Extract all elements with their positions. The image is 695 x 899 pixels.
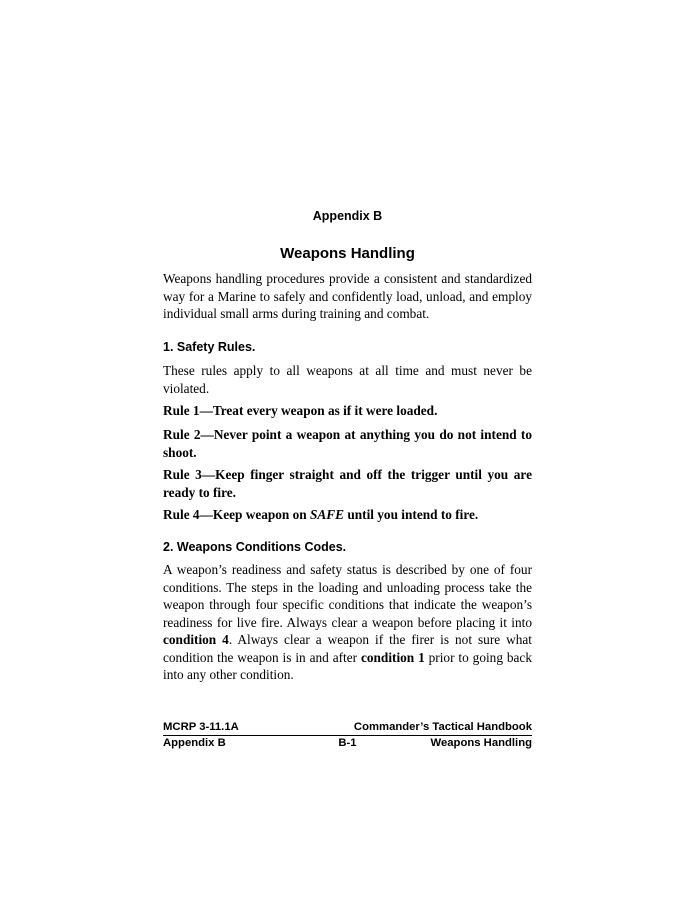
condition-4-term: condition 4 — [163, 632, 229, 647]
safety-rules-paragraph: These rules apply to all weapons at all time and must never be violated. — [163, 363, 532, 396]
appendix-label: Appendix B — [312, 209, 383, 223]
section-heading-safety-rules: 1. Safety Rules. — [163, 340, 256, 354]
condition-1-term: condition 1 — [360, 649, 425, 665]
section-heading-conditions-codes: 2. Weapons Conditions Codes. — [163, 540, 347, 554]
footer-page-number: B-1 — [338, 737, 357, 749]
rule-1: Rule 1—Treat every weapon as if it were loaded. — [163, 403, 438, 418]
intro-paragraph: Weapons handling procedures provide a consistent and standardized way for a Marine to safely and confidently load, unload, and employ individual small arms during training and combat. — [163, 271, 532, 321]
footer-appendix: Appendix B — [163, 737, 226, 749]
conditions-text-a: A weapon’s readiness and safety status is described by one of four conditions. The steps in the loading and unloading process take the weapon through four specific conditions that indicate the weapon’s readiness for live fire. Always clear a weapon before placing it into — [163, 562, 532, 630]
rule-4-suffix: until you intend to fire. — [344, 507, 479, 522]
footer-top-row — [163, 721, 532, 733]
page-title: Weapons Handling — [280, 245, 415, 262]
footer-bottom-row — [163, 737, 532, 749]
rule-4-prefix: Rule 4—Keep weapon on — [163, 507, 311, 522]
conditions-text-c: prior to going back into any other condition. — [163, 649, 532, 682]
footer-section: Weapons Handling — [430, 737, 532, 749]
rule-3: Rule 3—Keep finger straight and off the trigger until you are ready to fire. — [163, 467, 532, 500]
rule-4 — [163, 506, 532, 524]
footer-publication: MCRP 3-11.1A — [163, 721, 239, 733]
footer-handbook: Commander’s Tactical Handbook — [353, 721, 532, 733]
rule-2: Rule 2—Never point a weapon at anything you do not intend to shoot. — [163, 427, 532, 460]
conditions-text-b: . Always clear a weapon if the firer is not sure what condition the weapon is in and after — [163, 632, 532, 665]
conditions-paragraph — [163, 561, 532, 684]
rule-4-safe: SAFE — [310, 507, 345, 522]
footer-divider — [163, 735, 532, 736]
